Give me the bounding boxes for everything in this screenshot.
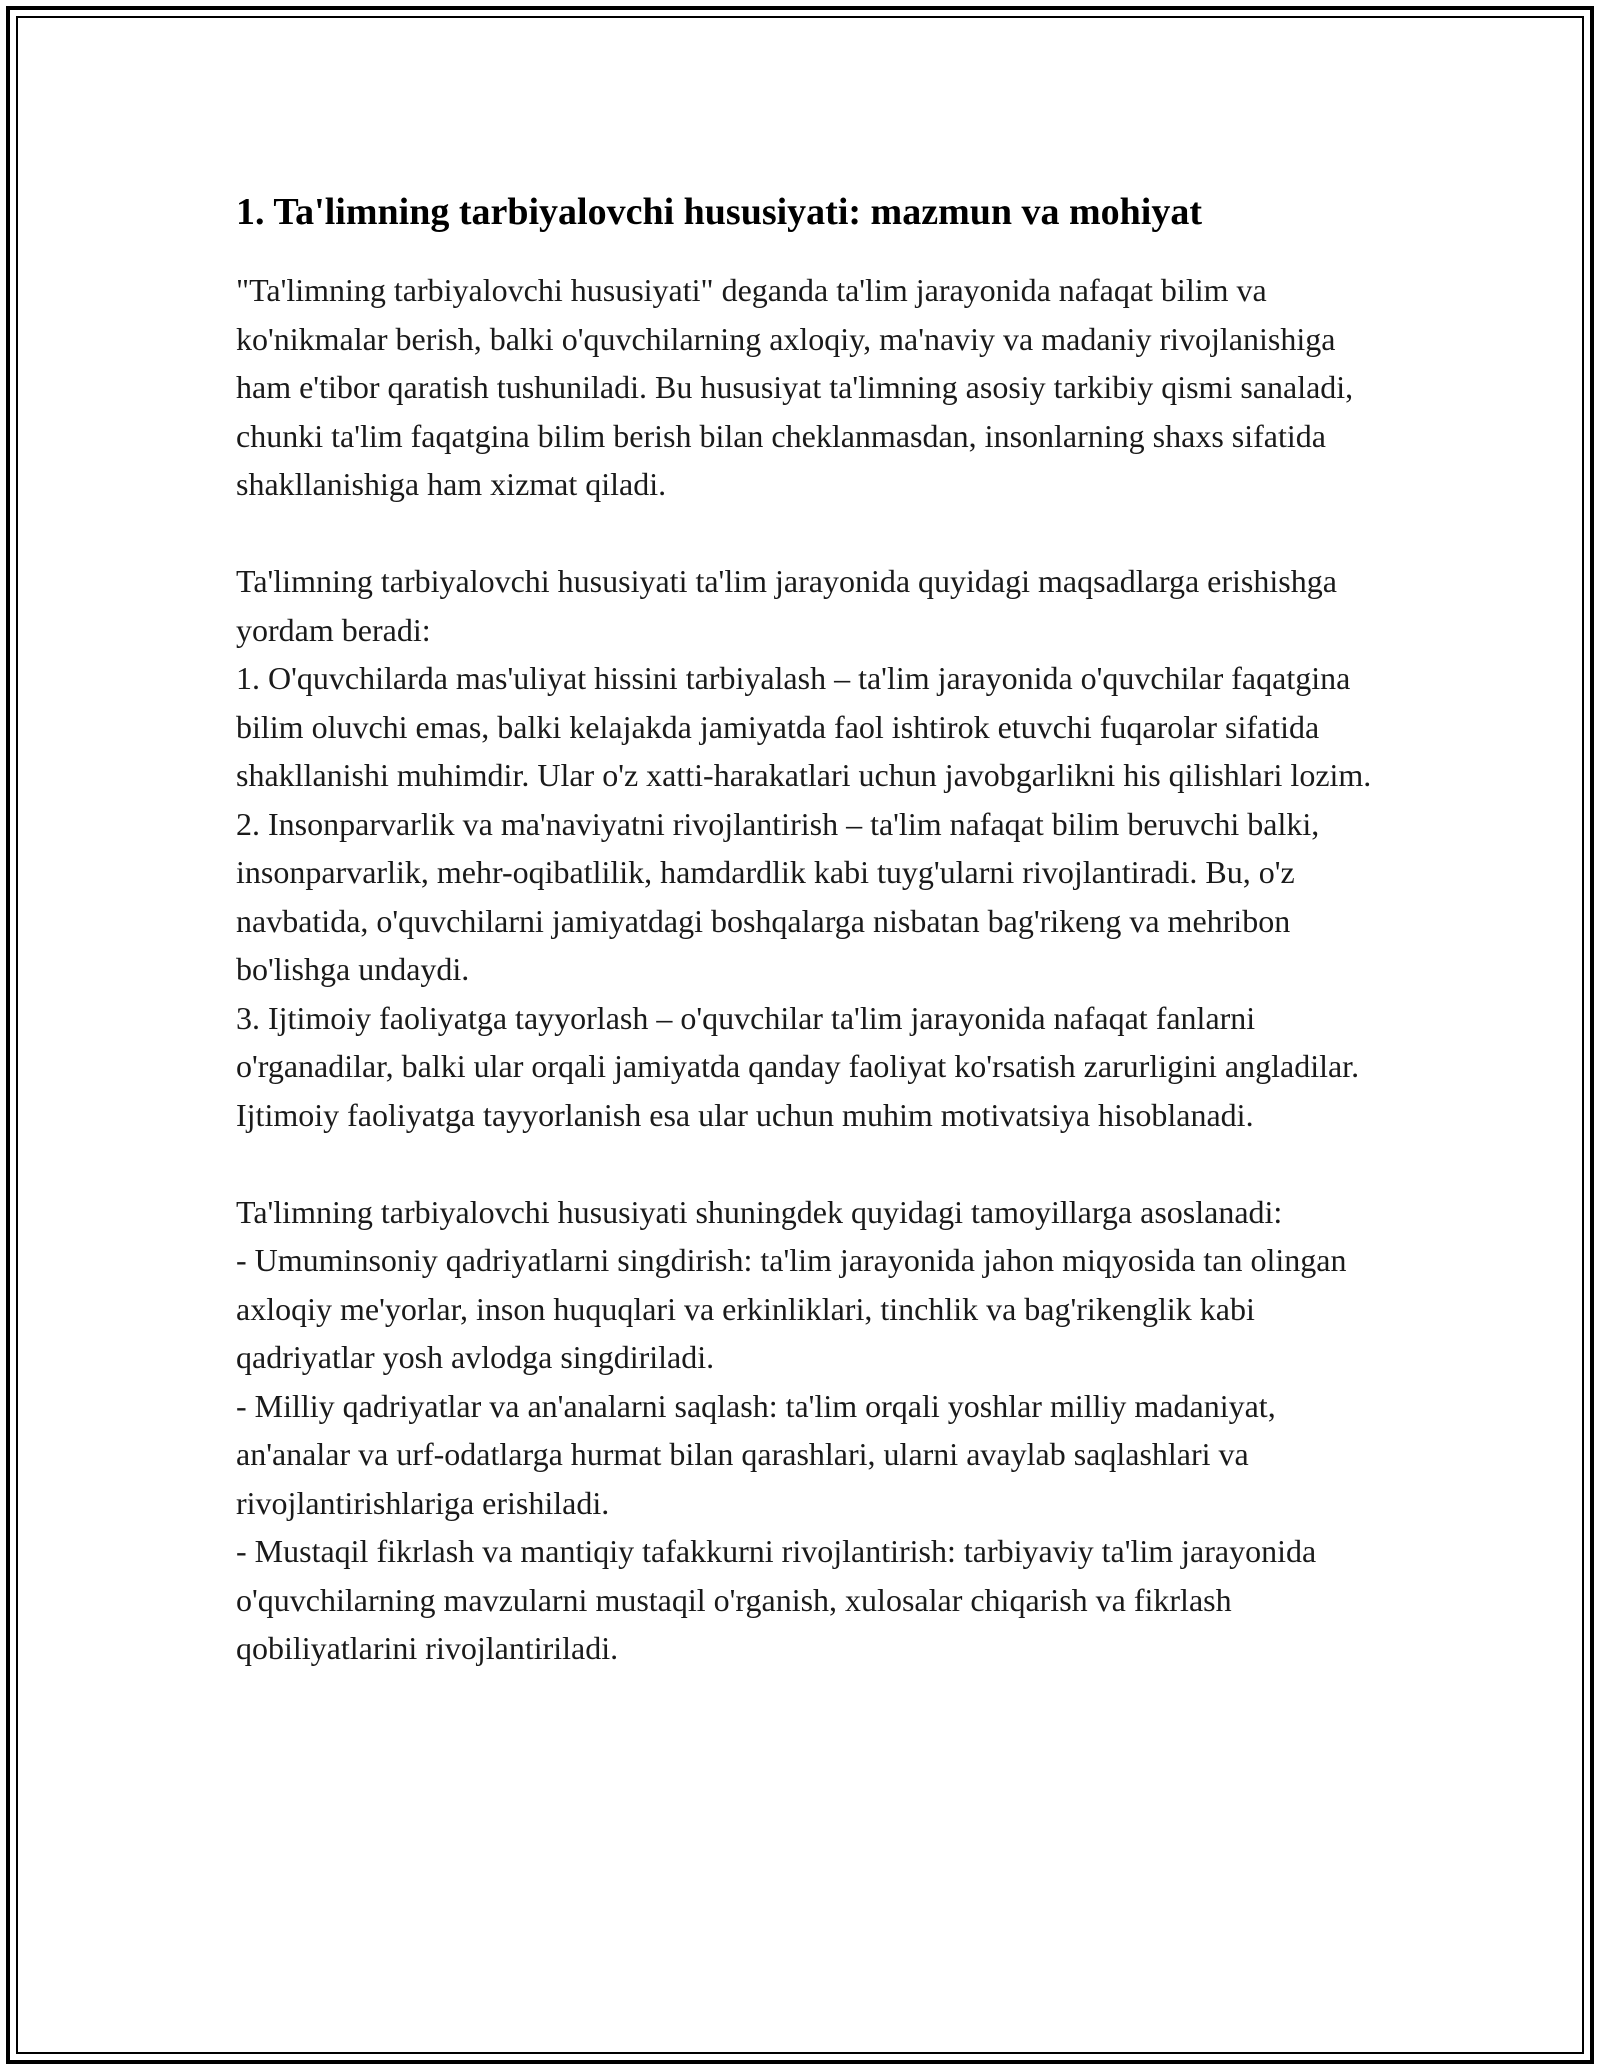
document-page <box>236 186 1386 1673</box>
principle-item: - Umuminsoniy qadriyatlarni singdirish: ta'lim jarayonida jahon miqyosida tan olingan axloqiy me'yorlar, inson huquqlari va erkinliklari, tinchlik va bag'rikenglik kabi qadriyatlar yosh avlodga singdiriladi. <box>236 1242 1347 1375</box>
intro-paragraph: "Ta'limning tarbiyalovchi hususiyati" deganda ta'lim jarayonida nafaqat bilim va ko'nikmalar berish, balki o'quvchilarning axloqiy, ma'naviy va madaniy rivojlanishiga ham e'tibor qaratish tushuniladi. Bu hususiyat ta'limning asosiy tarkibiy qismi sanaladi, chunki ta'lim faqatgina bilim berish bilan cheklanmasdan, insonlarning shaxs sifatida shakllanishiga ham xizmat qiladi. <box>236 272 1354 502</box>
paragraph-gap <box>236 1139 1386 1188</box>
goal-item: 1. O'quvchilarda mas'uliyat hissini tarbiyalash – ta'lim jarayonida o'quvchilar faqatgina bilim oluvchi emas, balki kelajakda jamiyatda faol ishtirok etuvchi fuqarolar sifatida shakllanishi muhimdir. Ular o'z xatti-harakatlari uchun javobgarlikni his qilishlari lozim. <box>236 660 1372 793</box>
section-heading: 1. Ta'limning tarbiyalovchi hususiyati: mazmun va mohiyat <box>236 191 1202 233</box>
goals-block <box>236 557 1386 1139</box>
goals-lead: Ta'limning tarbiyalovchi hususiyati ta'lim jarayonida quyidagi maqsadlarga erishishga yordam beradi: <box>236 563 1337 648</box>
principle-item: - Mustaqil fikrlash va mantiqiy tafakkurni rivojlantirish: tarbiyaviy ta'lim jarayonida o'quvchilarning mavzularni mustaqil o'rganish, xulosalar chiqarish va fikrlash qobiliyatlarini rivojlantiriladi. <box>236 1533 1317 1666</box>
principle-item: - Milliy qadriyatlar va an'analarni saqlash: ta'lim orqali yoshlar milliy madaniyat, an'analar va urf-odatlarga hurmat bilan qarashlari, ularni avaylab saqlashlari va rivojlantirishlariga erishiladi. <box>236 1387 1276 1521</box>
goal-item: 3. Ijtimoiy faoliyatga tayyorlash – o'quvchilar ta'lim jarayonida nafaqat fanlarni o'rganadilar, balki ular orqali jamiyatda qanday faoliyat ko'rsatish zarurligini angladilar. Ijtimoiy faoliyatga tayyorlanish esa ular uchun muhim motivatsiya hisoblanadi. <box>236 999 1360 1133</box>
paragraph-gap <box>236 509 1386 558</box>
principles-lead: Ta'limning tarbiyalovchi hususiyati shuningdek quyidagi tamoyillarga asoslanadi: <box>236 1193 1283 1230</box>
principles-block <box>236 1188 1386 1673</box>
goal-item: 2. Insonparvarlik va ma'naviyatni rivojlantirish – ta'lim nafaqat bilim beruvchi balki, insonparvarlik, mehr-oqibatlilik, hamdardlik kabi tuyg'ularni rivojlantiradi. Bu, o'z navbatida, o'quvchilarni jamiyatdagi boshqalarga nisbatan bag'rikeng va mehribon bo'lishga undaydi. <box>236 805 1320 987</box>
